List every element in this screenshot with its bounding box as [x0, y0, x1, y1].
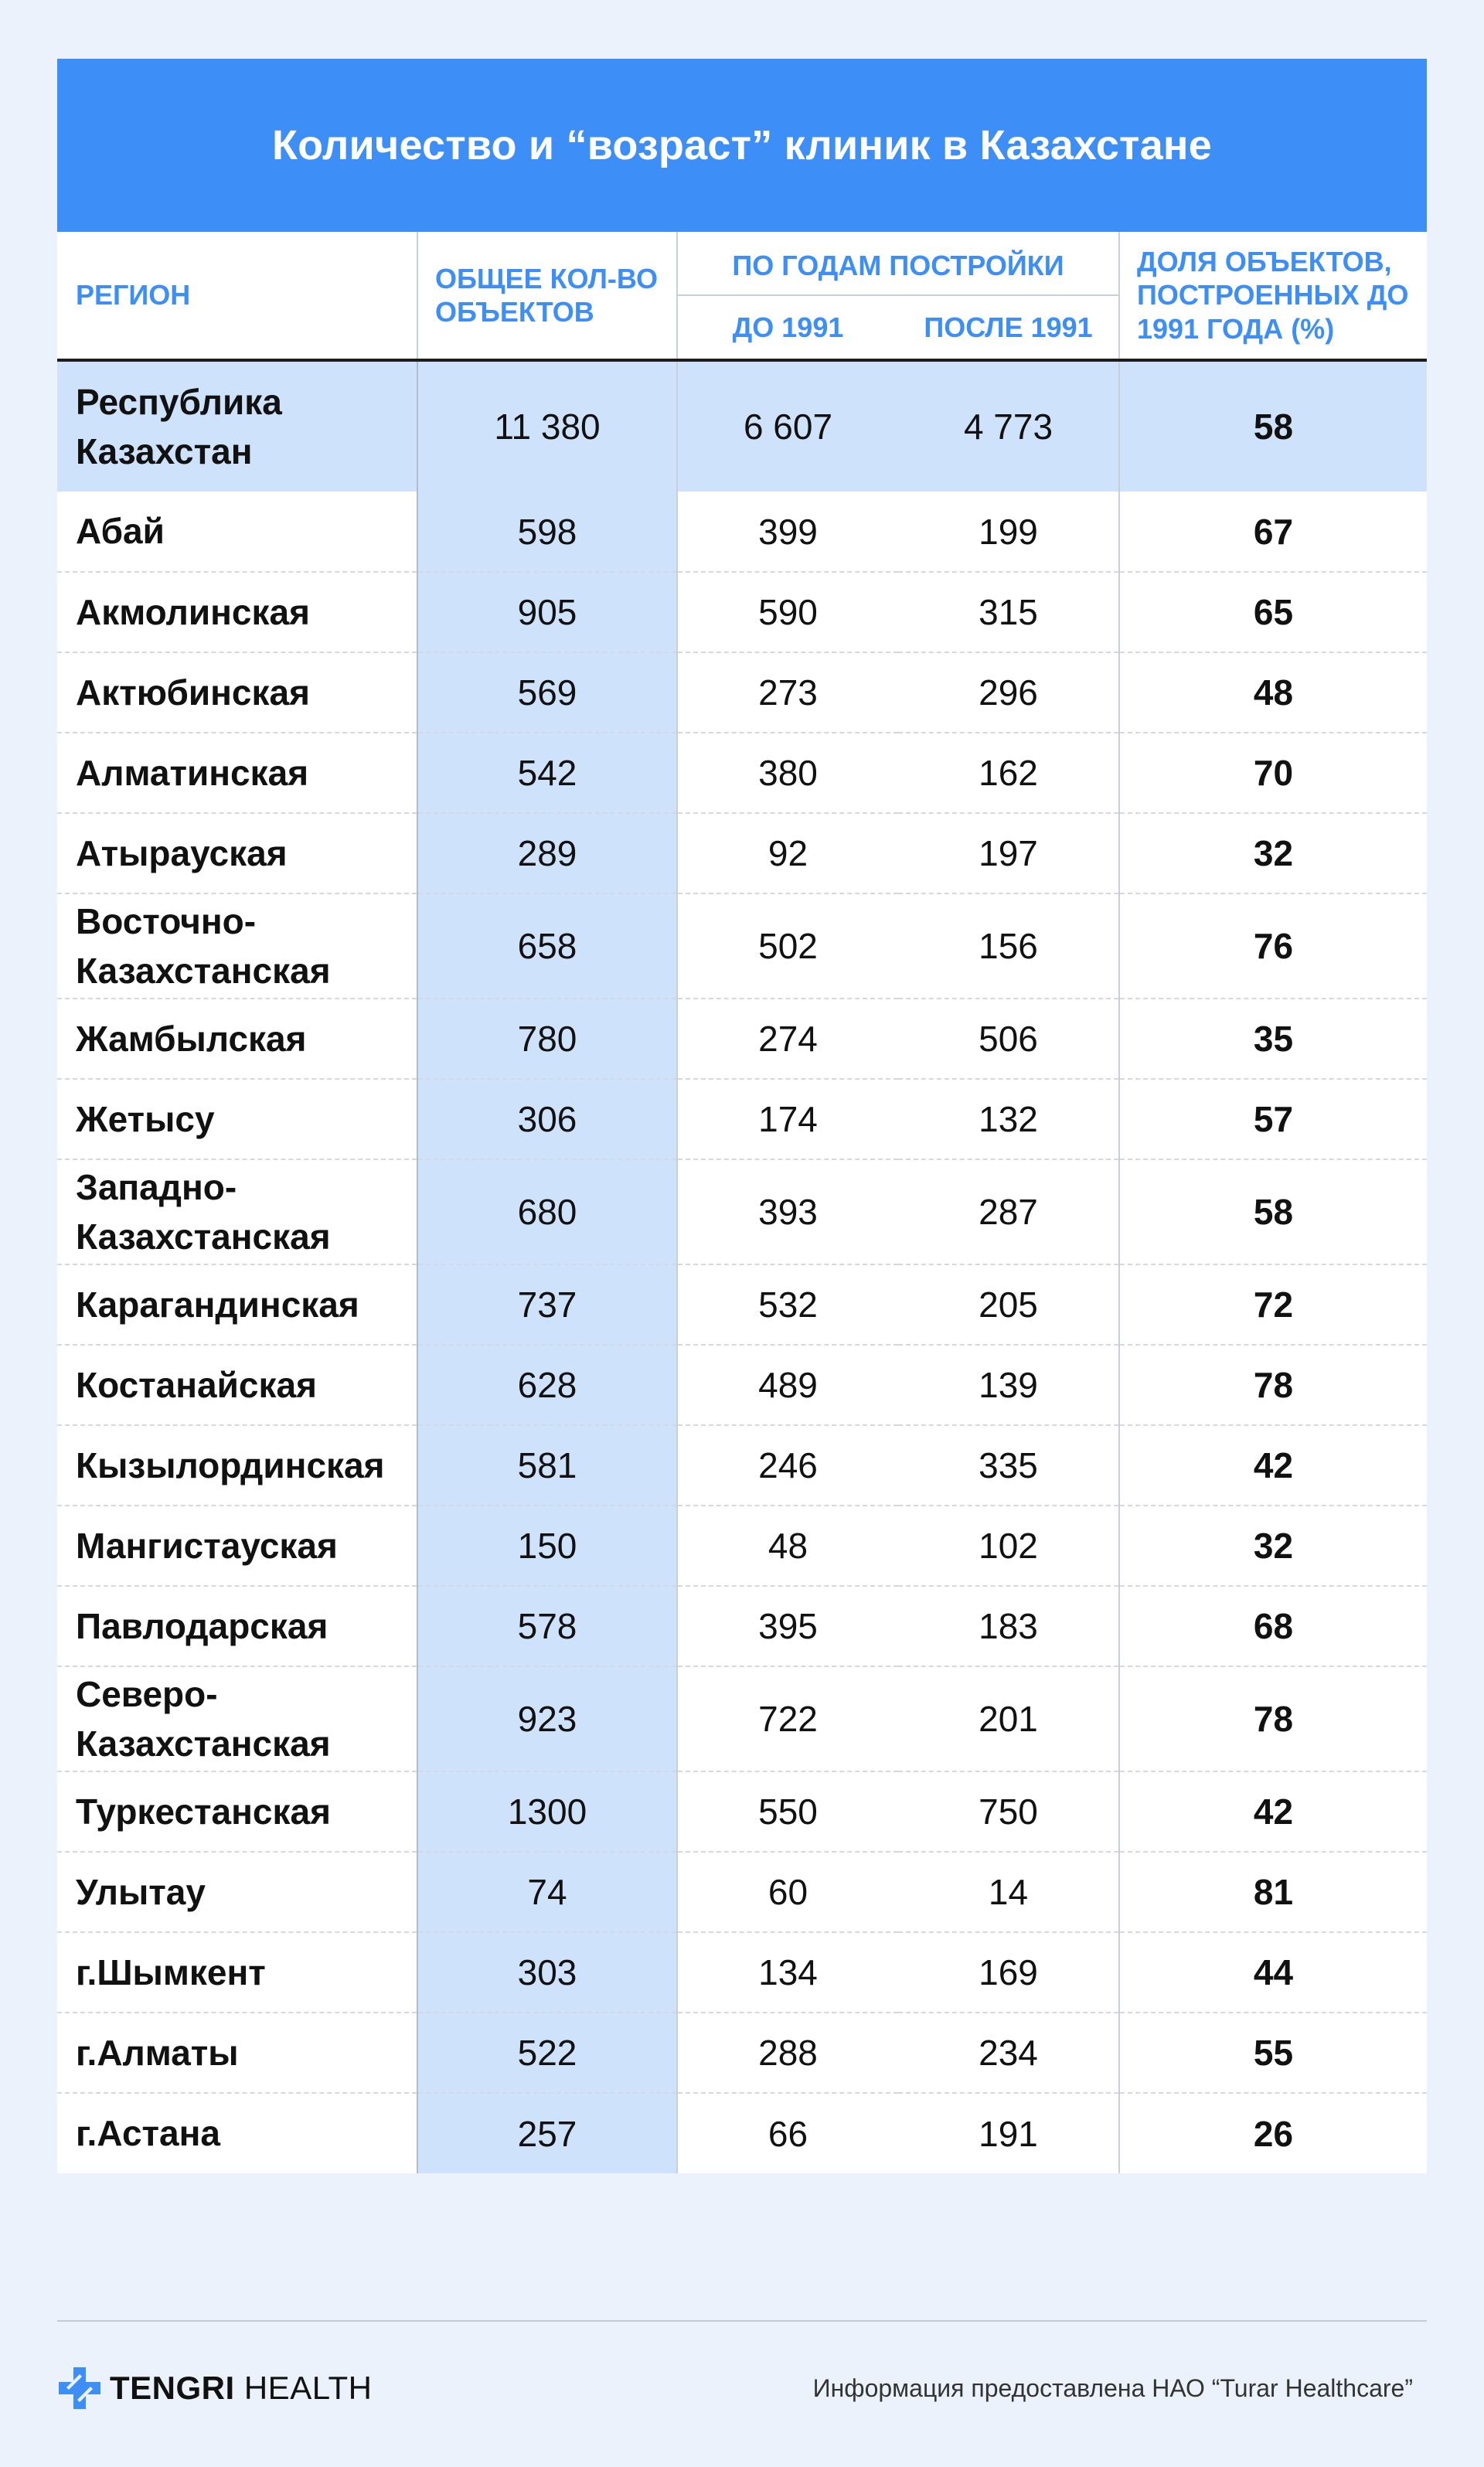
after-1991-cell: 191 [979, 2113, 1038, 2154]
after-1991-cell: 506 [898, 999, 1119, 1079]
table-row [57, 2093, 1427, 2173]
share-cell: 67 [1119, 492, 1427, 572]
table-row [57, 492, 1427, 572]
table-row [57, 1264, 1427, 1345]
share-cell: 65 [1119, 572, 1427, 652]
page-title: Количество и “возраст” клиник в Казахстане [272, 122, 1212, 168]
after-1991-cell: 199 [898, 492, 1119, 572]
table-row [57, 1586, 1427, 1666]
total-cell: 680 [417, 1159, 677, 1264]
footer-divider [57, 2320, 1427, 2322]
region-cell: Атырауская [57, 813, 417, 893]
region-cell: Актюбинская [57, 652, 417, 733]
before-1991-cell: 288 [677, 2013, 898, 2093]
region-cell: Туркестанская [57, 1771, 417, 1852]
total-cell: 522 [417, 2013, 677, 2093]
share-cell: 70 [1119, 733, 1427, 813]
table-row [57, 893, 1427, 999]
share-cell: 42 [1119, 1425, 1427, 1506]
after-1991-cell: 296 [898, 652, 1119, 733]
total-cell: 658 [417, 893, 677, 999]
before-1991-cell: 395 [677, 1586, 898, 1666]
table-row-total [57, 360, 1427, 492]
share-cell: 55 [1119, 2013, 1427, 2093]
region-cell: Павлодарская [57, 1586, 417, 1666]
after-1991-cell: 201 [898, 1666, 1119, 1771]
before-1991-cell: 532 [677, 1264, 898, 1345]
total-cell: 905 [417, 572, 677, 652]
before-1991-cell: 273 [677, 652, 898, 733]
before-1991-cell: 60 [677, 1852, 898, 1932]
table-row [57, 1852, 1427, 1932]
region-cell: Мангистауская [57, 1506, 417, 1586]
source-note: Информация предоставлена НАО “Turar Healthcare” [812, 2374, 1413, 2402]
after-1991-cell: 183 [898, 1586, 1119, 1666]
before-1991-cell: 590 [677, 572, 898, 652]
table-row [57, 1425, 1427, 1506]
share-cell: 48 [1119, 652, 1427, 733]
region-cell: Жамбылская [57, 999, 417, 1079]
after-1991-cell: 315 [898, 572, 1119, 652]
after-1991-cell: 4 773 [898, 360, 1119, 492]
total-cell: 11 380 [417, 360, 677, 492]
header-share: ДОЛЯ ОБЪЕКТОВ, ПОСТРОЕННЫХ ДО 1991 ГОДА (%) [1119, 232, 1427, 360]
region-cell: Акмолинская [57, 572, 417, 652]
table-row [57, 733, 1427, 813]
share-cell: 32 [1119, 813, 1427, 893]
total-cell: 737 [417, 1264, 677, 1345]
share-cell: 58 [1119, 360, 1427, 492]
share-cell: 42 [1119, 1771, 1427, 1852]
total-cell: 578 [417, 1586, 677, 1666]
table-row [57, 999, 1427, 1079]
table-row [57, 2013, 1427, 2093]
header-by-years: ПО ГОДАМ ПОСТРОЙКИ [677, 232, 1119, 295]
region-cell: Жетысу [57, 1079, 417, 1159]
table-row [57, 1666, 1427, 1771]
before-1991-cell: 134 [677, 1932, 898, 2013]
total-cell: 628 [417, 1345, 677, 1425]
table-row [57, 1932, 1427, 2013]
brand-name-bold: TENGRI [110, 2370, 235, 2406]
header-total: ОБЩЕЕ КОЛ-ВО ОБЪЕКТОВ [417, 232, 677, 360]
before-1991-cell: 92 [677, 813, 898, 893]
before-1991-cell: 274 [677, 999, 898, 1079]
share-cell: 76 [1119, 893, 1427, 999]
after-1991-cell: 234 [898, 2013, 1119, 2093]
before-1991-cell: 399 [677, 492, 898, 572]
share-cell: 26 [1119, 2093, 1427, 2173]
region-cell: Улытау [57, 1852, 417, 1932]
region-cell: Восточно-Казахстанская [57, 893, 417, 999]
after-1991-cell: 132 [898, 1079, 1119, 1159]
share-cell: 78 [1119, 1666, 1427, 1771]
title-bar [57, 59, 1427, 232]
share-cell: 57 [1119, 1079, 1427, 1159]
table-row [57, 1771, 1427, 1852]
before-1991-cell: 48 [677, 1506, 898, 1586]
after-1991-cell: 205 [898, 1264, 1119, 1345]
before-1991-cell: 502 [677, 893, 898, 999]
before-1991-cell: 246 [677, 1425, 898, 1506]
total-cell: 289 [417, 813, 677, 893]
brand-logo [57, 2365, 372, 2411]
total-cell: 581 [417, 1425, 677, 1506]
total-cell: 306 [417, 1079, 677, 1159]
total-cell: 257 [417, 2093, 677, 2173]
after-1991-cell: 162 [898, 733, 1119, 813]
total-cell: 150 [417, 1506, 677, 1586]
total-cell: 1300 [417, 1771, 677, 1852]
brand-name-light: HEALTH [243, 2370, 373, 2406]
region-cell: Кызылординская [57, 1425, 417, 1506]
table-row [57, 1506, 1427, 1586]
share-cell: 35 [1119, 999, 1427, 1079]
share-cell: 58 [1119, 1159, 1427, 1264]
after-1991-cell: 169 [898, 1932, 1119, 2013]
region-cell: Карагандинская [57, 1264, 417, 1345]
table-body [57, 360, 1427, 2173]
header-after-1991: ПОСЛЕ 1991 [924, 311, 1093, 343]
region-cell: Костанайская [57, 1345, 417, 1425]
before-1991-cell: 6 607 [677, 360, 898, 492]
after-1991-cell: 197 [898, 813, 1119, 893]
before-1991-cell: 722 [677, 1666, 898, 1771]
header-region: РЕГИОН [76, 279, 191, 311]
region-cell: г.Астана [76, 2113, 221, 2154]
region-cell: Абай [57, 492, 417, 572]
total-cell: 542 [417, 733, 677, 813]
after-1991-cell: 14 [898, 1852, 1119, 1932]
region-cell: Алматинская [57, 733, 417, 813]
table-row [57, 1345, 1427, 1425]
total-cell: 923 [417, 1666, 677, 1771]
share-cell: 81 [1119, 1852, 1427, 1932]
after-1991-cell: 750 [898, 1771, 1119, 1852]
region-cell: г.Шымкент [57, 1932, 417, 2013]
region-cell: г.Алматы [57, 2013, 417, 2093]
share-cell: 68 [1119, 1586, 1427, 1666]
table-row [57, 1159, 1427, 1264]
total-cell: 598 [417, 492, 677, 572]
total-cell: 74 [417, 1852, 677, 1932]
after-1991-cell: 335 [898, 1425, 1119, 1506]
table-row [57, 813, 1427, 893]
table-row [57, 652, 1427, 733]
before-1991-cell: 174 [677, 1079, 898, 1159]
table-row [57, 572, 1427, 652]
share-cell: 72 [1119, 1264, 1427, 1345]
total-cell: 780 [417, 999, 677, 1079]
share-cell: 44 [1119, 1932, 1427, 2013]
header-before-1991: ДО 1991 [677, 295, 898, 360]
medical-cross-icon [57, 2366, 102, 2411]
table-header [57, 232, 1427, 360]
region-cell: Республика Казахстан [57, 360, 417, 492]
brand-name [110, 2370, 372, 2407]
clinics-table [57, 232, 1427, 2173]
total-cell: 303 [417, 1932, 677, 2013]
table-row [57, 1079, 1427, 1159]
after-1991-cell: 102 [898, 1506, 1119, 1586]
region-cell: Западно-Казахстанская [57, 1159, 417, 1264]
before-1991-cell: 393 [677, 1159, 898, 1264]
table-card [57, 59, 1427, 2173]
before-1991-cell: 66 [677, 2093, 898, 2173]
before-1991-cell: 550 [677, 1771, 898, 1852]
after-1991-cell: 139 [898, 1345, 1119, 1425]
region-cell: Северо-Казахстанская [57, 1666, 417, 1771]
after-1991-cell: 287 [898, 1159, 1119, 1264]
total-cell: 569 [417, 652, 677, 733]
before-1991-cell: 489 [677, 1345, 898, 1425]
before-1991-cell: 380 [677, 733, 898, 813]
after-1991-cell: 156 [898, 893, 1119, 999]
share-cell: 78 [1119, 1345, 1427, 1425]
share-cell: 32 [1119, 1506, 1427, 1586]
